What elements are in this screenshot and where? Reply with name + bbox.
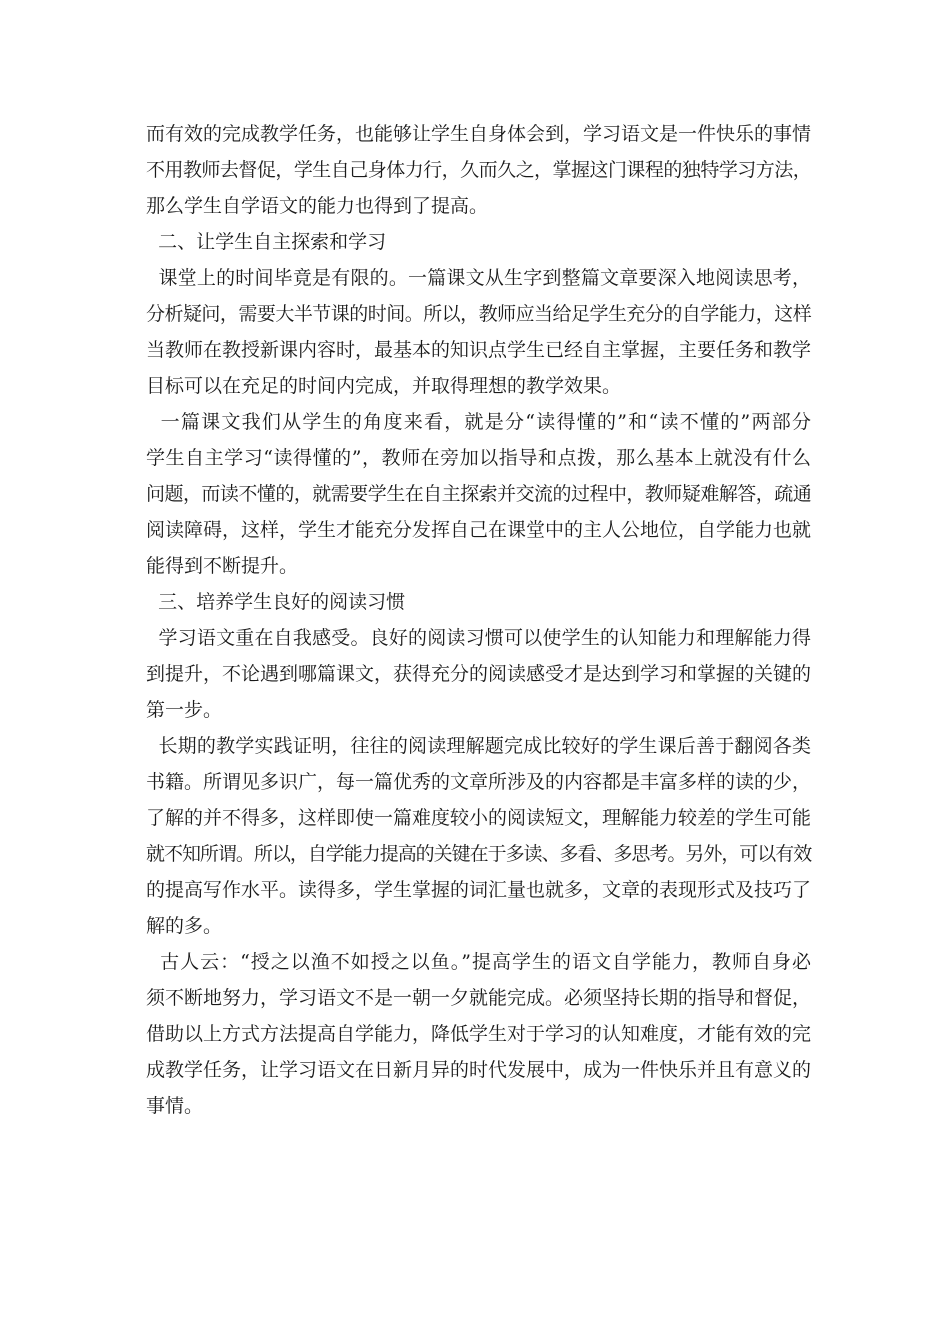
text-line: 事情。 — [146, 1095, 204, 1117]
text-line: 就不知所谓。所以，自学能力提高的关键在于多读、多看、多思考。另外，可以有效 — [146, 843, 811, 865]
document-body — [146, 116, 811, 1124]
text-line: 目标可以在充足的时间内完成，并取得理想的教学效果。 — [146, 375, 622, 397]
text-line: 成教学任务，让学习语文在日新月异的时代发展中，成为一件快乐并且有意义的 — [146, 1059, 812, 1081]
text-line: 学习语文重在自我感受。良好的阅读习惯可以使学生的认知能力和理解能力得 — [146, 627, 811, 649]
text-line: 古人云：“授之以渔不如授之以鱼。”提高学生的语文自学能力，教师自身必 — [146, 951, 811, 973]
text-line: 书籍。所谓见多识广，每一篇优秀的文章所涉及的内容都是丰富多样的读的少， — [146, 771, 812, 793]
text-line: 那么学生自学语文的能力也得到了提高。 — [146, 195, 489, 217]
text-line: 解的多。 — [146, 915, 223, 937]
text-line: 问题，而读不懂的，就需要学生在自主探索并交流的过程中，教师疑难解答，疏通 — [146, 483, 811, 505]
section-heading: 二、让学生自主探索和学习 — [146, 231, 387, 253]
text-line: 分析疑问，需要大半节课的时间。所以，教师应当给足学生充分的自学能力，这样 — [146, 303, 811, 325]
text-line: 须不断地努力，学习语文不是一朝一夕就能完成。必须坚持长期的指导和督促， — [146, 987, 812, 1009]
text-line: 的提高写作水平。读得多，学生掌握的词汇量也就多，文章的表现形式及技巧了 — [146, 879, 812, 901]
text-line: 学生自主学习“读得懂的”，教师在旁加以指导和点拨，那么基本上就没有什么 — [146, 447, 811, 469]
text-line: 课堂上的时间毕竟是有限的。一篇课文从生字到整篇文章要深入地阅读思考， — [146, 267, 811, 289]
text-line: 了解的并不得多，这样即使一篇难度较小的阅读短文，理解能力较差的学生可能 — [146, 807, 812, 829]
text-line: 到提升，不论遇到哪篇课文，获得充分的阅读感受才是达到学习和掌握的关键的 — [146, 663, 812, 685]
text-line: 第一步。 — [146, 699, 223, 721]
text-line: 能得到不断提升。 — [146, 555, 299, 577]
text-line: 长期的教学实践证明，往往的阅读理解题完成比较好的学生课后善于翻阅各类 — [146, 735, 811, 757]
text-line: 一篇课文我们从学生的角度来看，就是分“读得懂的”和“读不懂的”两部分 — [146, 411, 811, 433]
section-heading: 三、培养学生良好的阅读习惯 — [146, 591, 406, 613]
text-line: 不用教师去督促，学生自己身体力行，久而久之，掌握这门课程的独特学习方法， — [146, 159, 811, 181]
text-line: 当教师在教授新课内容时，最基本的知识点学生已经自主掌握，主要任务和教学 — [146, 339, 812, 361]
text-line: 借助以上方式方法提高自学能力，降低学生对于学习的认知难度，才能有效的完 — [146, 1023, 812, 1045]
text-line: 阅读障碍，这样，学生才能充分发挥自己在课堂中的主人公地位，自学能力也就 — [146, 519, 812, 541]
text-line: 而有效的完成教学任务，也能够让学生自身体会到，学习语文是一件快乐的事情 — [146, 123, 812, 145]
